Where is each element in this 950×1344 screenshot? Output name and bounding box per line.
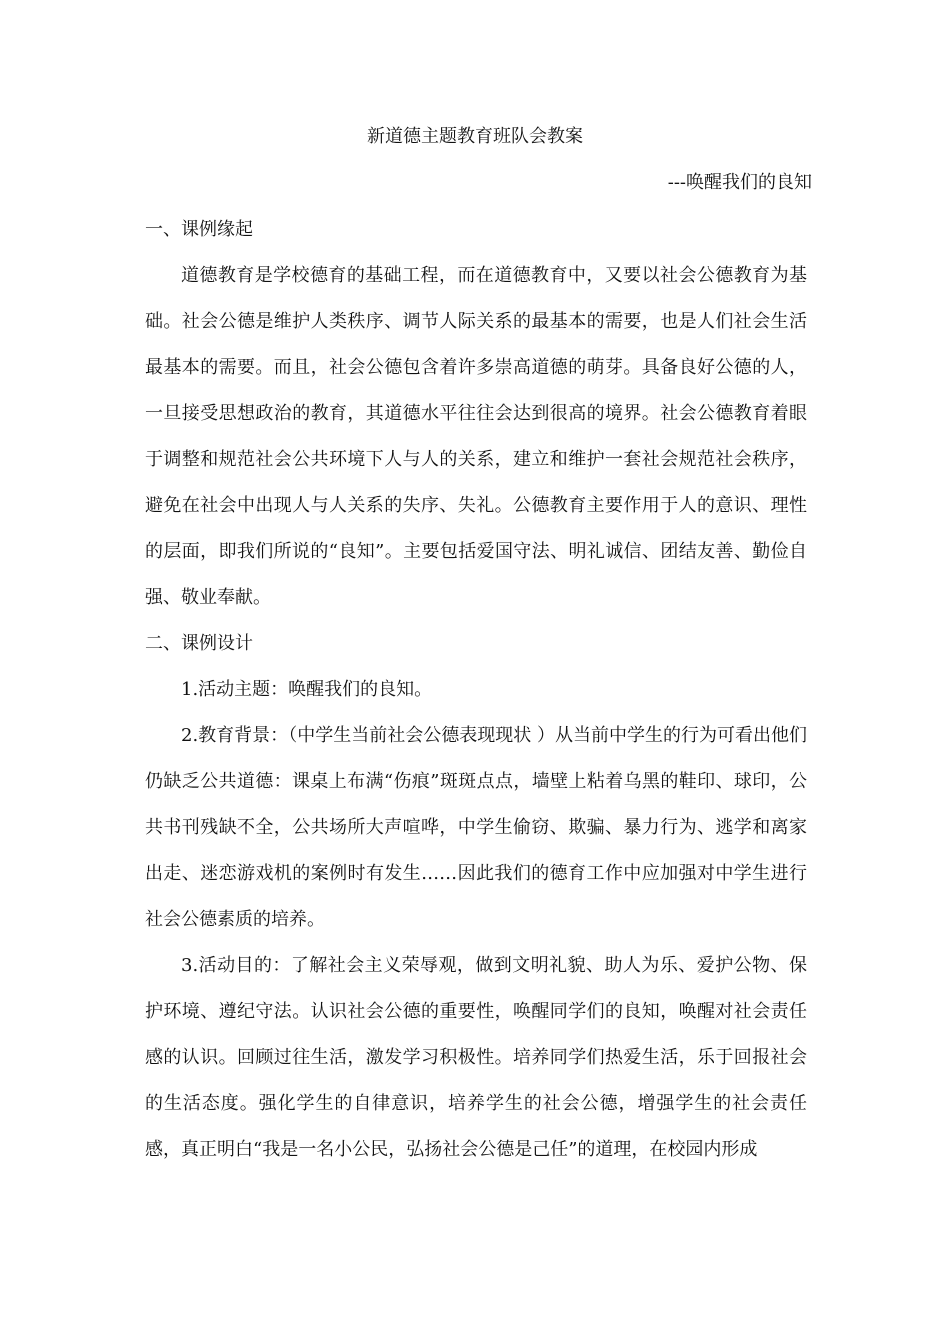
document-body: [145, 207, 807, 1173]
section-heading: 二、课例设计: [145, 633, 253, 654]
paragraph-activity-purpose: 3.活动目的：了解社会主义荣辱观，做到文明礼貌、助人为乐、爱护公物、保护环境、遵纪守法。认识社会公德的重要性，唤醒同学们的良知，唤醒对社会责任感的认识。回顾过往生活，激发学习积极性。培养同学们热爱生活，乐于回报社会的生活态度。强化学生的自律意识，培养学生的社会公德，增强学生的社会责任感，真正明白“我是一名小公民，弘扬社会公德是己任”的道理，在校园内形成: [145, 955, 807, 1160]
paragraph-activity-theme: 1.活动主题：唤醒我们的良知。: [181, 679, 433, 700]
section-heading: 一、课例缘起: [145, 219, 253, 240]
section-origin: [145, 207, 807, 621]
document-title: 新道德主题教育班队会教案: [367, 126, 583, 147]
paragraph-education-background: 2.教育背景：（中学生当前社会公德表现现状 ）从当前中学生的行为可看出他们仍缺乏公共道德：课桌上布满“伤痕”斑斑点点，墙壁上粘着乌黑的鞋印、球印，公共书刊残缺不全，公共场所大声喧哗，中学生偷窃、欺骗、暴力行为、逃学和离家出走、迷恋游戏机的案例时有发生……因此我们的德育工作中应加强对中学生进行社会公德素质的培养。: [145, 725, 807, 930]
section-design: [145, 621, 807, 1173]
paragraph: 道德教育是学校德育的基础工程，而在道德教育中，又要以社会公德教育为基础。社会公德是维护人类秩序、调节人际关系的最基本的需要，也是人们社会生活最基本的需要。而且，社会公德包含着许多崇高道德的萌芽。具备良好公德的人，一旦接受思想政治的教育，其道德水平往往会达到很高的境界。社会公德教育着眼于调整和规范社会公共环境下人与人的关系，建立和维护一套社会规范社会秩序，避免在社会中出现人与人关系的失序、失礼。公德教育主要作用于人的意识、理性的层面，即我们所说的“良知”。主要包括爱国守法、明礼诚信、团结友善、勤俭自强、敬业奉献。: [145, 265, 807, 608]
document-subtitle: ---唤醒我们的良知: [667, 172, 812, 193]
